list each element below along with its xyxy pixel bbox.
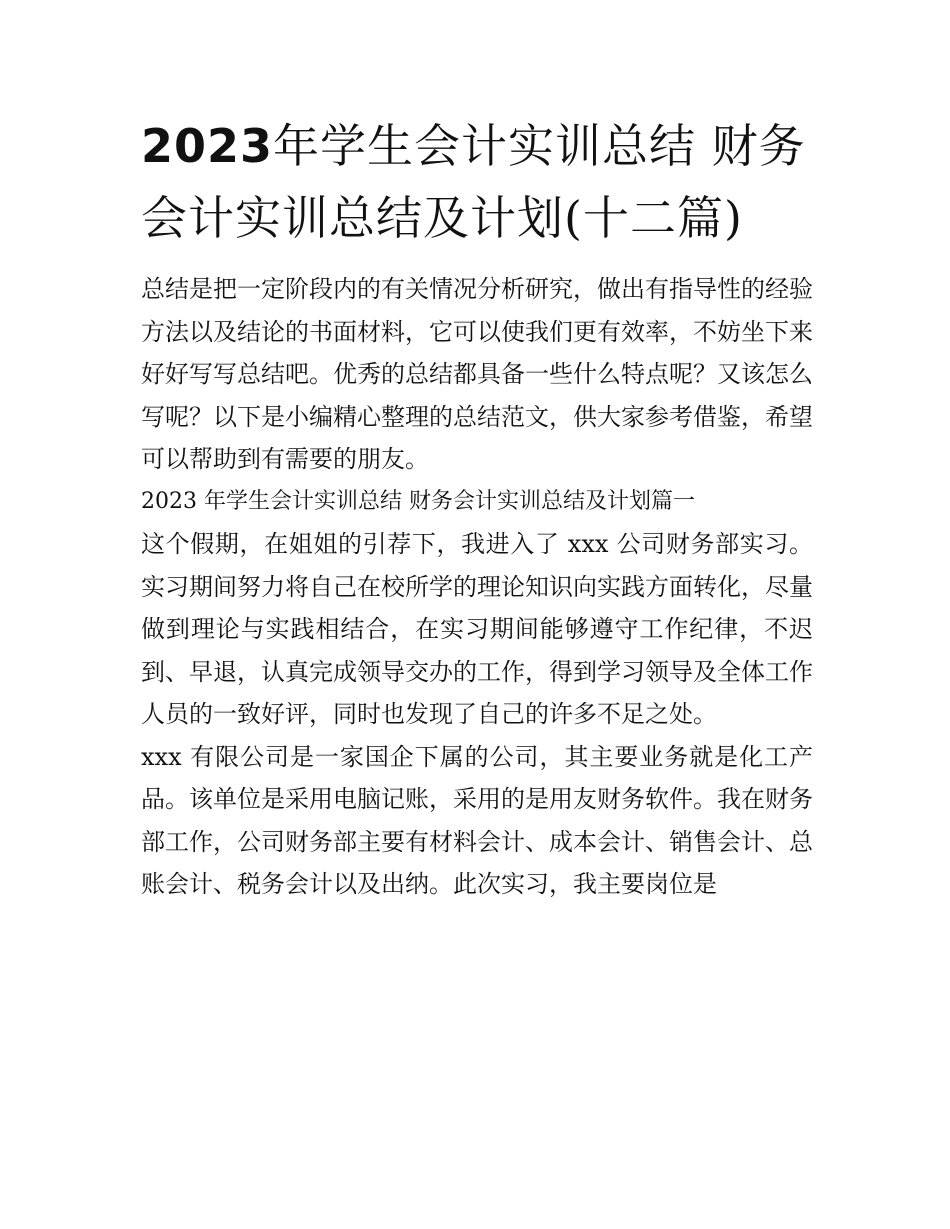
section-heading: 2023 年学生会计实训总结 财务会计实训总结及计划篇一 [141, 488, 695, 514]
title-year: 2023 [141, 119, 274, 173]
title-text: 年学生会计实训总结 财务会计实训总结及计划(十二篇) [141, 119, 806, 245]
body-paragraph: xxx 有限公司是一家国企下属的公司，其主要业务就是化工产品。该单位是采用电脑记账，采用的是用友财务软件。我在财务部工作，公司财务部主要有材料会计、成本会计、销售会计、总账会计、税务会计以及出纳。此次实习，我主要岗位是 [141, 742, 813, 898]
intro-paragraph: 总结是把一定阶段内的有关情况分析研究，做出有指导性的经验方法以及结论的书面材料，它可以使我们更有效率，不妨坐下来好好写写总结吧。优秀的总结都具备一些什么特点呢？又该怎么写呢？以下是小编精心整理的总结范文，供大家参考借鉴，希望可以帮助到有需要的朋友。 [141, 275, 813, 473]
document-page [141, 110, 813, 906]
document-title [141, 110, 813, 254]
body-paragraph: 这个假期，在姐姐的引荐下，我进入了 xxx 公司财务部实习。实习期间努力将自己在校所学的理论知识向实践方面转化，尽量做到理论与实践相结合，在实习期间能够遵守工作纪律，不迟到、早退，认真完成领导交办的工作，得到学习领导及全体工作人员的一致好评，同时也发现了自己的许多不足之处。 [141, 530, 813, 728]
